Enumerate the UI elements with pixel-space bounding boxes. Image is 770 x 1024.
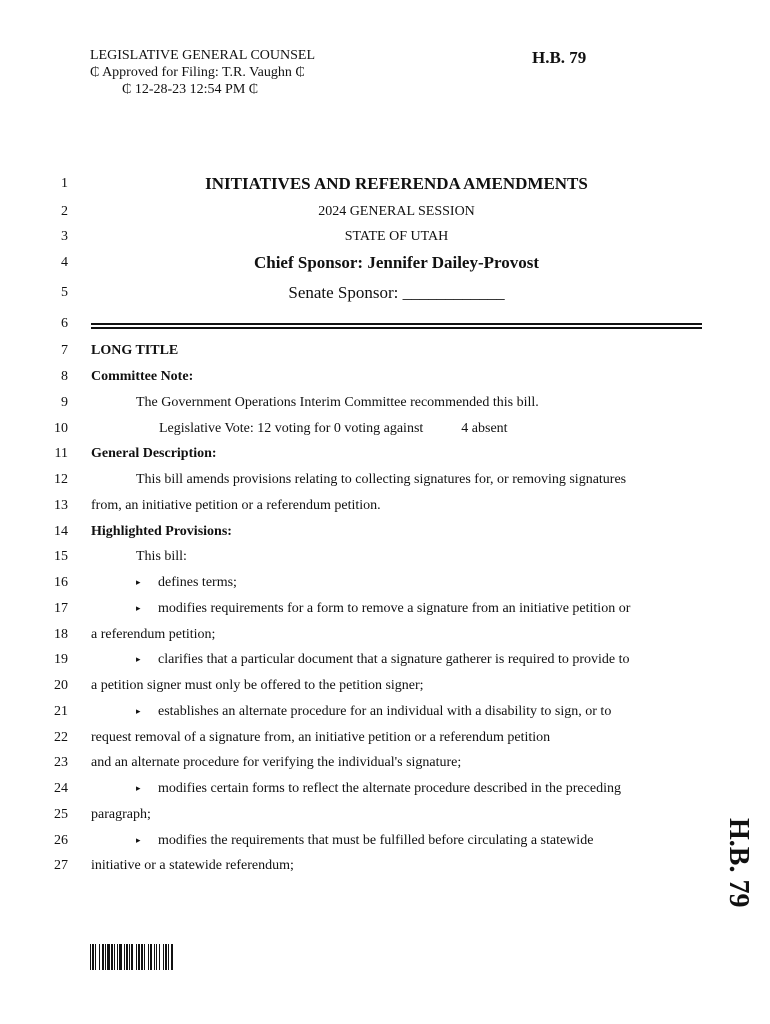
bullet-text: modifies the requirements that must be fulfilled before circulating a statewide: [158, 833, 594, 848]
line-26: [0, 830, 770, 850]
line-22: [0, 727, 770, 747]
bullet-text: modifies requirements for a form to remove a signature from an initiative petition or: [158, 601, 631, 616]
bullet-icon: ▸: [136, 706, 141, 716]
bullet-text: clarifies that a particular document that a signature gatherer is required to provide to: [158, 652, 630, 667]
line-number: 27: [54, 858, 68, 873]
line-24: [0, 778, 770, 798]
line-number: 17: [54, 601, 68, 616]
line-11: [0, 443, 770, 463]
line-14: [0, 521, 770, 541]
line-7: [0, 340, 770, 360]
body-text: This bill amends provisions relating to collecting signatures for, or removing signatures: [136, 472, 627, 487]
line-number: 6: [61, 316, 68, 331]
line-5: [0, 282, 770, 302]
line-number: 23: [54, 755, 68, 770]
approval-stamp: ₵ Approved for Filing: T.R. Vaughn ₵: [90, 65, 305, 80]
line-number: 24: [54, 781, 68, 796]
bullet-text: defines terms;: [158, 575, 237, 590]
body-text: from, an initiative petition or a referendum petition.: [91, 498, 381, 513]
line-number: 16: [54, 575, 68, 590]
bullet-icon: ▸: [136, 835, 141, 845]
line-number: 20: [54, 678, 68, 693]
line-number: 15: [54, 549, 68, 564]
line-23: [0, 752, 770, 772]
vote-counts: Legislative Vote: 12 voting for 0 voting against: [159, 421, 424, 436]
line-4: [0, 252, 770, 272]
line-13: [0, 495, 770, 515]
filing-datetime: ₵ 12-28-23 12:54 PM ₵: [122, 82, 259, 97]
line-number: 19: [54, 652, 68, 667]
body-text: This bill:: [136, 549, 187, 564]
bullet-item: [91, 652, 670, 668]
bill-number: H.B. 79: [532, 48, 587, 67]
chief-sponsor: Chief Sponsor: Jennifer Dailey-Provost: [253, 253, 540, 272]
bill-title: INITIATIVES AND REFERENDA AMENDMENTS: [205, 174, 588, 193]
line-2: [0, 201, 770, 221]
line-number: 13: [54, 498, 68, 513]
line-number: 11: [54, 446, 68, 461]
legislative-vote: [91, 421, 670, 437]
side-bill-label: [718, 818, 758, 918]
line-15: [0, 546, 770, 566]
section-heading: Highlighted Provisions:: [91, 524, 232, 539]
line-21: [0, 701, 770, 721]
line-number: 22: [54, 730, 68, 745]
body-text: paragraph;: [91, 807, 151, 822]
line-17: [0, 598, 770, 618]
double-rule: [91, 323, 702, 329]
bullet-text: modifies certain forms to reflect the alternate procedure described in the preceding: [158, 781, 621, 796]
section-heading: Committee Note:: [91, 369, 194, 384]
line-number: 1: [61, 176, 68, 191]
line-number: 25: [54, 807, 68, 822]
line-20: [0, 675, 770, 695]
line-9: [0, 392, 770, 412]
bullet-item: [91, 575, 670, 591]
bullet-icon: ▸: [136, 577, 141, 587]
body-text: request removal of a signature from, an initiative petition or a referendum petition: [91, 730, 551, 745]
section-heading: LONG TITLE: [91, 343, 179, 358]
line-number: 3: [61, 229, 68, 244]
bullet-icon: ▸: [136, 654, 141, 664]
bullet-icon: ▸: [136, 783, 141, 793]
line-25: [0, 804, 770, 824]
body-text: The Government Operations Interim Committee recommended this bill.: [136, 395, 539, 410]
line-10: [0, 418, 770, 438]
section-heading: General Description:: [91, 446, 217, 461]
line-27: [0, 855, 770, 875]
line-number: 4: [61, 255, 68, 270]
bullet-icon: ▸: [136, 603, 141, 613]
line-number: 12: [54, 472, 68, 487]
line-8: [0, 366, 770, 386]
line-19: [0, 649, 770, 669]
filing-header: [90, 47, 315, 98]
line-18: [0, 624, 770, 644]
bullet-text: establishes an alternate procedure for an individual with a disability to sign, or to: [158, 704, 612, 719]
line-12: [0, 469, 770, 489]
body-text: and an alternate procedure for verifying the individual's signature;: [91, 755, 462, 770]
body-text: a referendum petition;: [91, 627, 216, 642]
bullet-item: [91, 601, 670, 617]
state-label: STATE OF UTAH: [344, 229, 449, 244]
bullet-item: [91, 704, 670, 720]
body-text: initiative or a statewide referendum;: [91, 858, 294, 873]
line-number: 18: [54, 627, 68, 642]
office-name: LEGISLATIVE GENERAL COUNSEL: [90, 48, 316, 63]
line-number: 2: [61, 204, 68, 219]
senate-sponsor: Senate Sponsor: ____________: [288, 283, 505, 302]
bullet-item: [91, 781, 670, 797]
body-text: a petition signer must only be offered to the petition signer;: [91, 678, 424, 693]
session-label: 2024 GENERAL SESSION: [318, 204, 475, 219]
line-number: 26: [54, 833, 68, 848]
bullet-item: [91, 833, 670, 849]
line-number: 21: [54, 704, 68, 719]
line-number: 9: [61, 395, 68, 410]
line-number: 7: [61, 343, 68, 358]
line-3: [0, 226, 770, 246]
line-number: 8: [61, 369, 68, 384]
line-1: [0, 173, 770, 193]
line-16: [0, 572, 770, 592]
line-number: 14: [54, 524, 68, 539]
line-number: 5: [61, 285, 68, 300]
side-bill-number: H.B. 79: [723, 818, 754, 908]
barcode-icon: [90, 944, 232, 970]
vote-absent: 4 absent: [461, 421, 508, 436]
line-number: 10: [54, 421, 68, 436]
